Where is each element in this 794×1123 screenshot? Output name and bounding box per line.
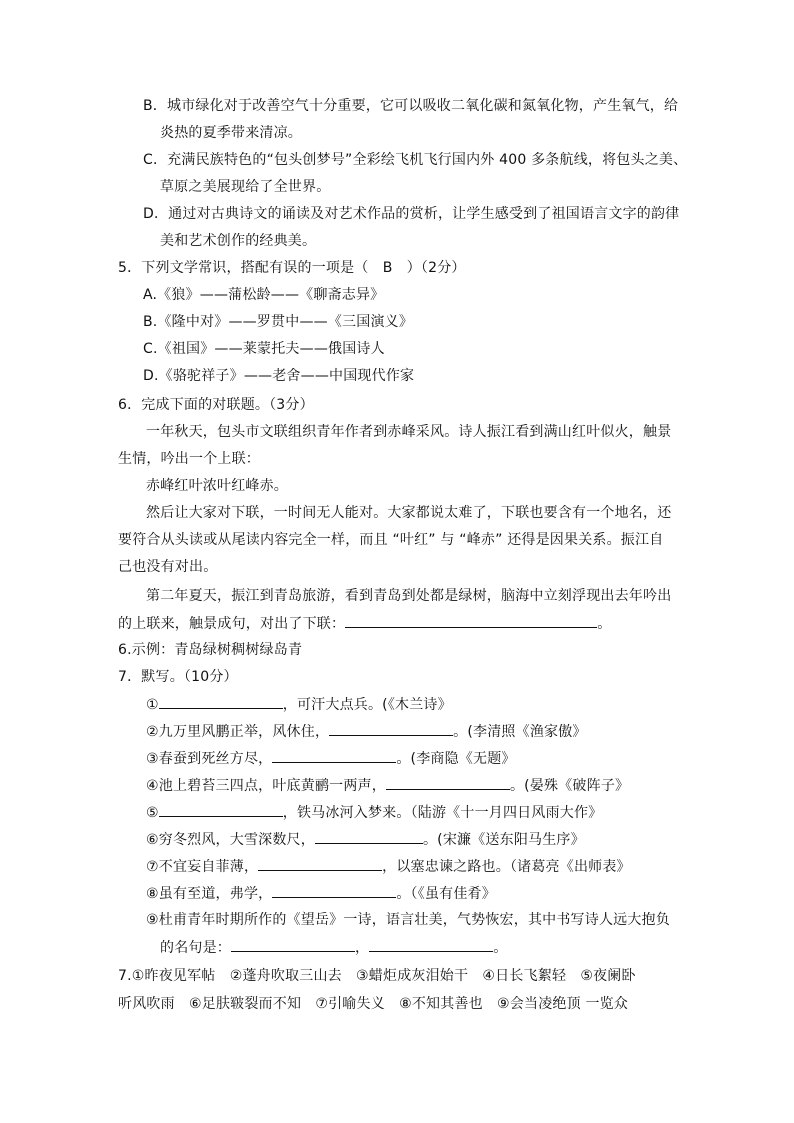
q7-item7-blank[interactable] [258, 856, 382, 871]
q7-item4-blank[interactable] [386, 775, 510, 790]
q4-option-c-line1: C．充满民族特色的“包头创梦号”全彩绘飞机飞行国内外 400 多条航线，将包头之美、 [143, 152, 688, 168]
q7-item7 [146, 856, 631, 877]
q7-item5 [146, 802, 602, 823]
q4-option-d-line2: 美和艺术创作的经典美。 [160, 233, 317, 249]
q7-item4 [146, 775, 629, 796]
q7-item5-blank[interactable] [159, 802, 283, 817]
q7-item6 [146, 829, 585, 850]
q7-item1 [146, 694, 452, 715]
q7-item9-blank2[interactable] [369, 937, 493, 952]
q6-answer-blank[interactable] [345, 613, 597, 628]
q5-option-c: C.《祖国》——莱蒙托夫——俄国诗人 [143, 341, 385, 357]
q7-answer-line2: 听风吹雨 ⑥足肤皲裂而不知 ⑦引喻失义 ⑧不知其善也 ⑨会当凌绝顶 一览众 [118, 996, 629, 1012]
q6-couplet-upper: 赤峰红叶浓叶红峰赤。 [146, 478, 288, 494]
q7-item9-comma: ， [355, 940, 370, 956]
q7-item6-blank[interactable] [315, 829, 423, 844]
q7-item5-num: ⑤ [146, 805, 159, 821]
q6-para3-line2 [118, 613, 611, 634]
q5-option-a: A.《狼》——蒲松龄——《聊斋志异》 [143, 287, 385, 303]
q7-item2-text: ②九万里风鹏正举，风休住， [146, 724, 330, 740]
q7-item3-blank[interactable] [272, 748, 396, 763]
q6-stem: 6．完成下面的对联题。（3分） [118, 397, 314, 413]
q6-para1-line1: 一年秋天，包头市文联组织青年作者到赤峰采风。诗人振江看到满山红叶似火，触景 [146, 424, 672, 440]
q5-option-d: D.《骆驼祥子》——老舍——中国现代作家 [143, 368, 415, 384]
q6-para1-line2: 生情，吟出一个上联： [118, 451, 260, 467]
q5-stem: 5．下列文学常识，搭配有误的一项是（ B ）（2分） [118, 260, 466, 276]
q7-item1-text: ，可汗大点兵。(《木兰诗》 [282, 697, 452, 713]
q7-item3-text: ③春蚕到死丝方尽， [146, 751, 273, 767]
q7-item3 [146, 748, 516, 769]
q4-option-d-line1: D．通过对古典诗文的诵读及对艺术作品的赏析，让学生感受到了祖国语言文字的韵律 [143, 206, 680, 222]
q7-item4-source: 。(晏殊《破阵子》 [509, 778, 630, 794]
q6-para2-line1: 然后让大家对下联，一时间无人能对。大家都说太难了，下联也要含有一个地名，还 [146, 505, 672, 521]
q7-item7-text: ⑦不宜妄自菲薄， [146, 859, 259, 875]
q6-answer: 6.示例：青岛绿树稠树绿岛青 [118, 642, 303, 658]
q6-para2-line3: 己也没有对出。 [118, 559, 218, 575]
q7-stem: 7．默写。（10分） [118, 669, 238, 685]
q7-item9-text: 的名句是： [160, 940, 231, 956]
q6-para2-line2: 要符合从头读或从尾读内容完全一样，而且 “叶红” 与 “峰赤” 还得是因果关系。振江自 [118, 532, 664, 548]
q7-answer-line1: 7.①昨夜见军帖 ②蓬舟吹取三山去 ③蜡炬成灰泪始干 ④日长飞絮轻 ⑤夜阑卧 [118, 968, 636, 984]
q7-item4-text: ④池上碧苔三四点，叶底黄鹂一两声， [146, 778, 386, 794]
q4-option-b-line2: 炎热的夏季带来清凉。 [160, 125, 302, 141]
q4-option-c-line2: 草原之美展现给了全世界。 [160, 179, 331, 195]
q7-item6-text: ⑥穷冬烈风，大雪深数尺， [146, 832, 315, 848]
q7-item2-source: 。(李清照《渔家傲》 [453, 724, 587, 740]
q4-option-b-line1: B．城市绿化对于改善空气十分重要，它可以吸收二氧化碳和氮氧化物，产生氧气，给 [143, 98, 679, 114]
q7-item9-period: 。 [493, 940, 508, 956]
q6-para3-text: 的上联来，触景成句，对出了下联： [118, 616, 346, 632]
q7-item2 [146, 721, 587, 742]
q7-item1-blank[interactable] [159, 694, 283, 709]
q7-item3-source: 。(李商隐《无题》 [396, 751, 516, 767]
q5-option-b: B.《隆中对》——罗贯中——《三国演义》 [143, 314, 414, 330]
q7-item1-num: ① [146, 697, 159, 713]
q7-item9-line2 [160, 937, 507, 958]
q7-item9-line1: ⑨杜甫青年时期所作的《望岳》一诗，语言壮美，气势恢宏，其中书写诗人远大抱负 [146, 912, 670, 928]
q7-item2-blank[interactable] [329, 721, 453, 736]
q6-period: 。 [597, 616, 612, 632]
q7-item8-text: ⑧虽有至道，弗学， [146, 886, 273, 902]
q7-item8-source: 。（《虽有佳肴》 [396, 886, 496, 902]
q7-item6-source: 。(宋濂《送东阳马生序》 [422, 832, 585, 848]
q7-item8-blank[interactable] [272, 883, 396, 898]
q7-item9-blank1[interactable] [231, 937, 355, 952]
q6-para3-line1: 第二年夏天，振江到青岛旅游，看到青岛到处都是绿树，脑海中立刻浮现出去年吟出 [146, 588, 672, 604]
q7-item7-source: ，以塞忠谏之路也。（诸葛亮《出师表》 [382, 859, 631, 875]
q7-item8 [146, 883, 496, 904]
q7-item5-text: ，铁马冰河入梦来。（陆游《十一月四日风雨大作》 [282, 805, 603, 821]
